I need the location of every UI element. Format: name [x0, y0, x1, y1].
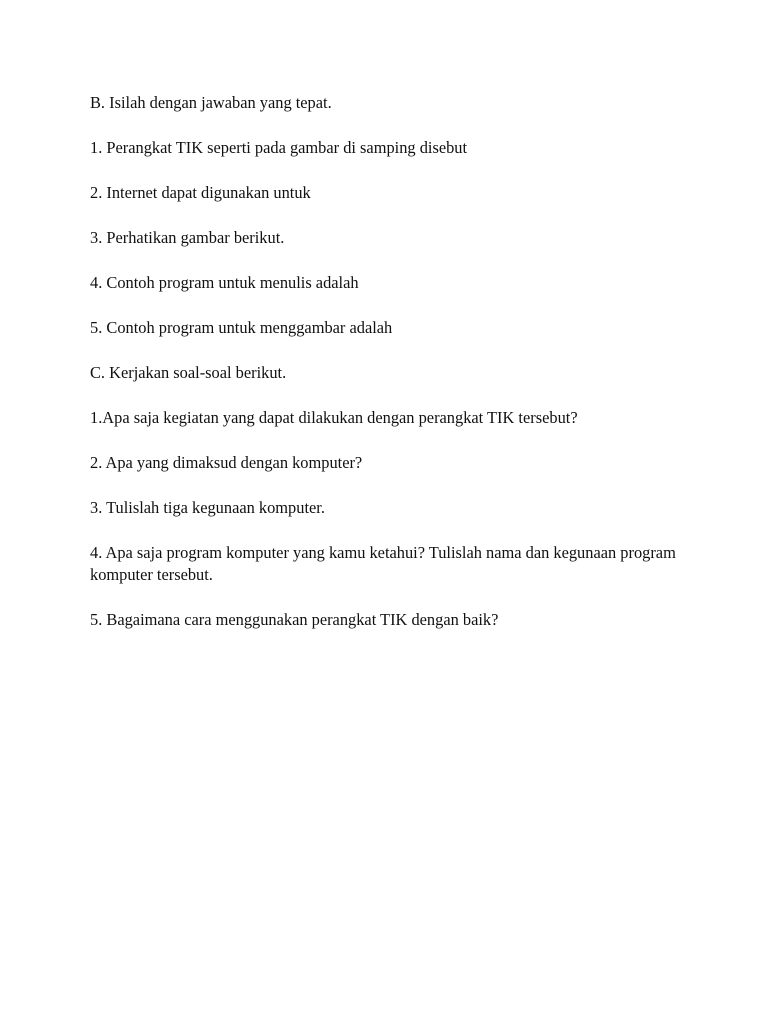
section-c-heading: C. Kerjakan soal-soal berikut. — [90, 363, 287, 382]
section-b-item-5: 5. Contoh program untuk menggambar adalah — [90, 318, 393, 337]
section-b-heading: B. Isilah dengan jawaban yang tepat. — [90, 93, 332, 112]
section-b-item-3: 3. Perhatikan gambar berikut. — [90, 228, 285, 247]
section-b-item-1: 1. Perangkat TIK seperti pada gambar di samping disebut — [90, 138, 468, 157]
section-c-item-2: 2. Apa yang dimaksud dengan komputer? — [90, 453, 363, 472]
section-c-item-5: 5. Bagaimana cara menggunakan perangkat TIK dengan baik? — [90, 610, 499, 629]
section-b-item-2: 2. Internet dapat digunakan untuk — [90, 183, 311, 202]
section-c-item-4: 4. Apa saja program komputer yang kamu ketahui? Tulislah nama dan kegunaan program komputer tersebut. — [90, 543, 676, 584]
document-body — [90, 92, 680, 654]
section-c-item-3: 3. Tulislah tiga kegunaan komputer. — [90, 498, 325, 517]
section-c-item-1: 1.Apa saja kegiatan yang dapat dilakukan dengan perangkat TIK tersebut? — [90, 408, 578, 427]
section-b-item-4: 4. Contoh program untuk menulis adalah — [90, 273, 359, 292]
